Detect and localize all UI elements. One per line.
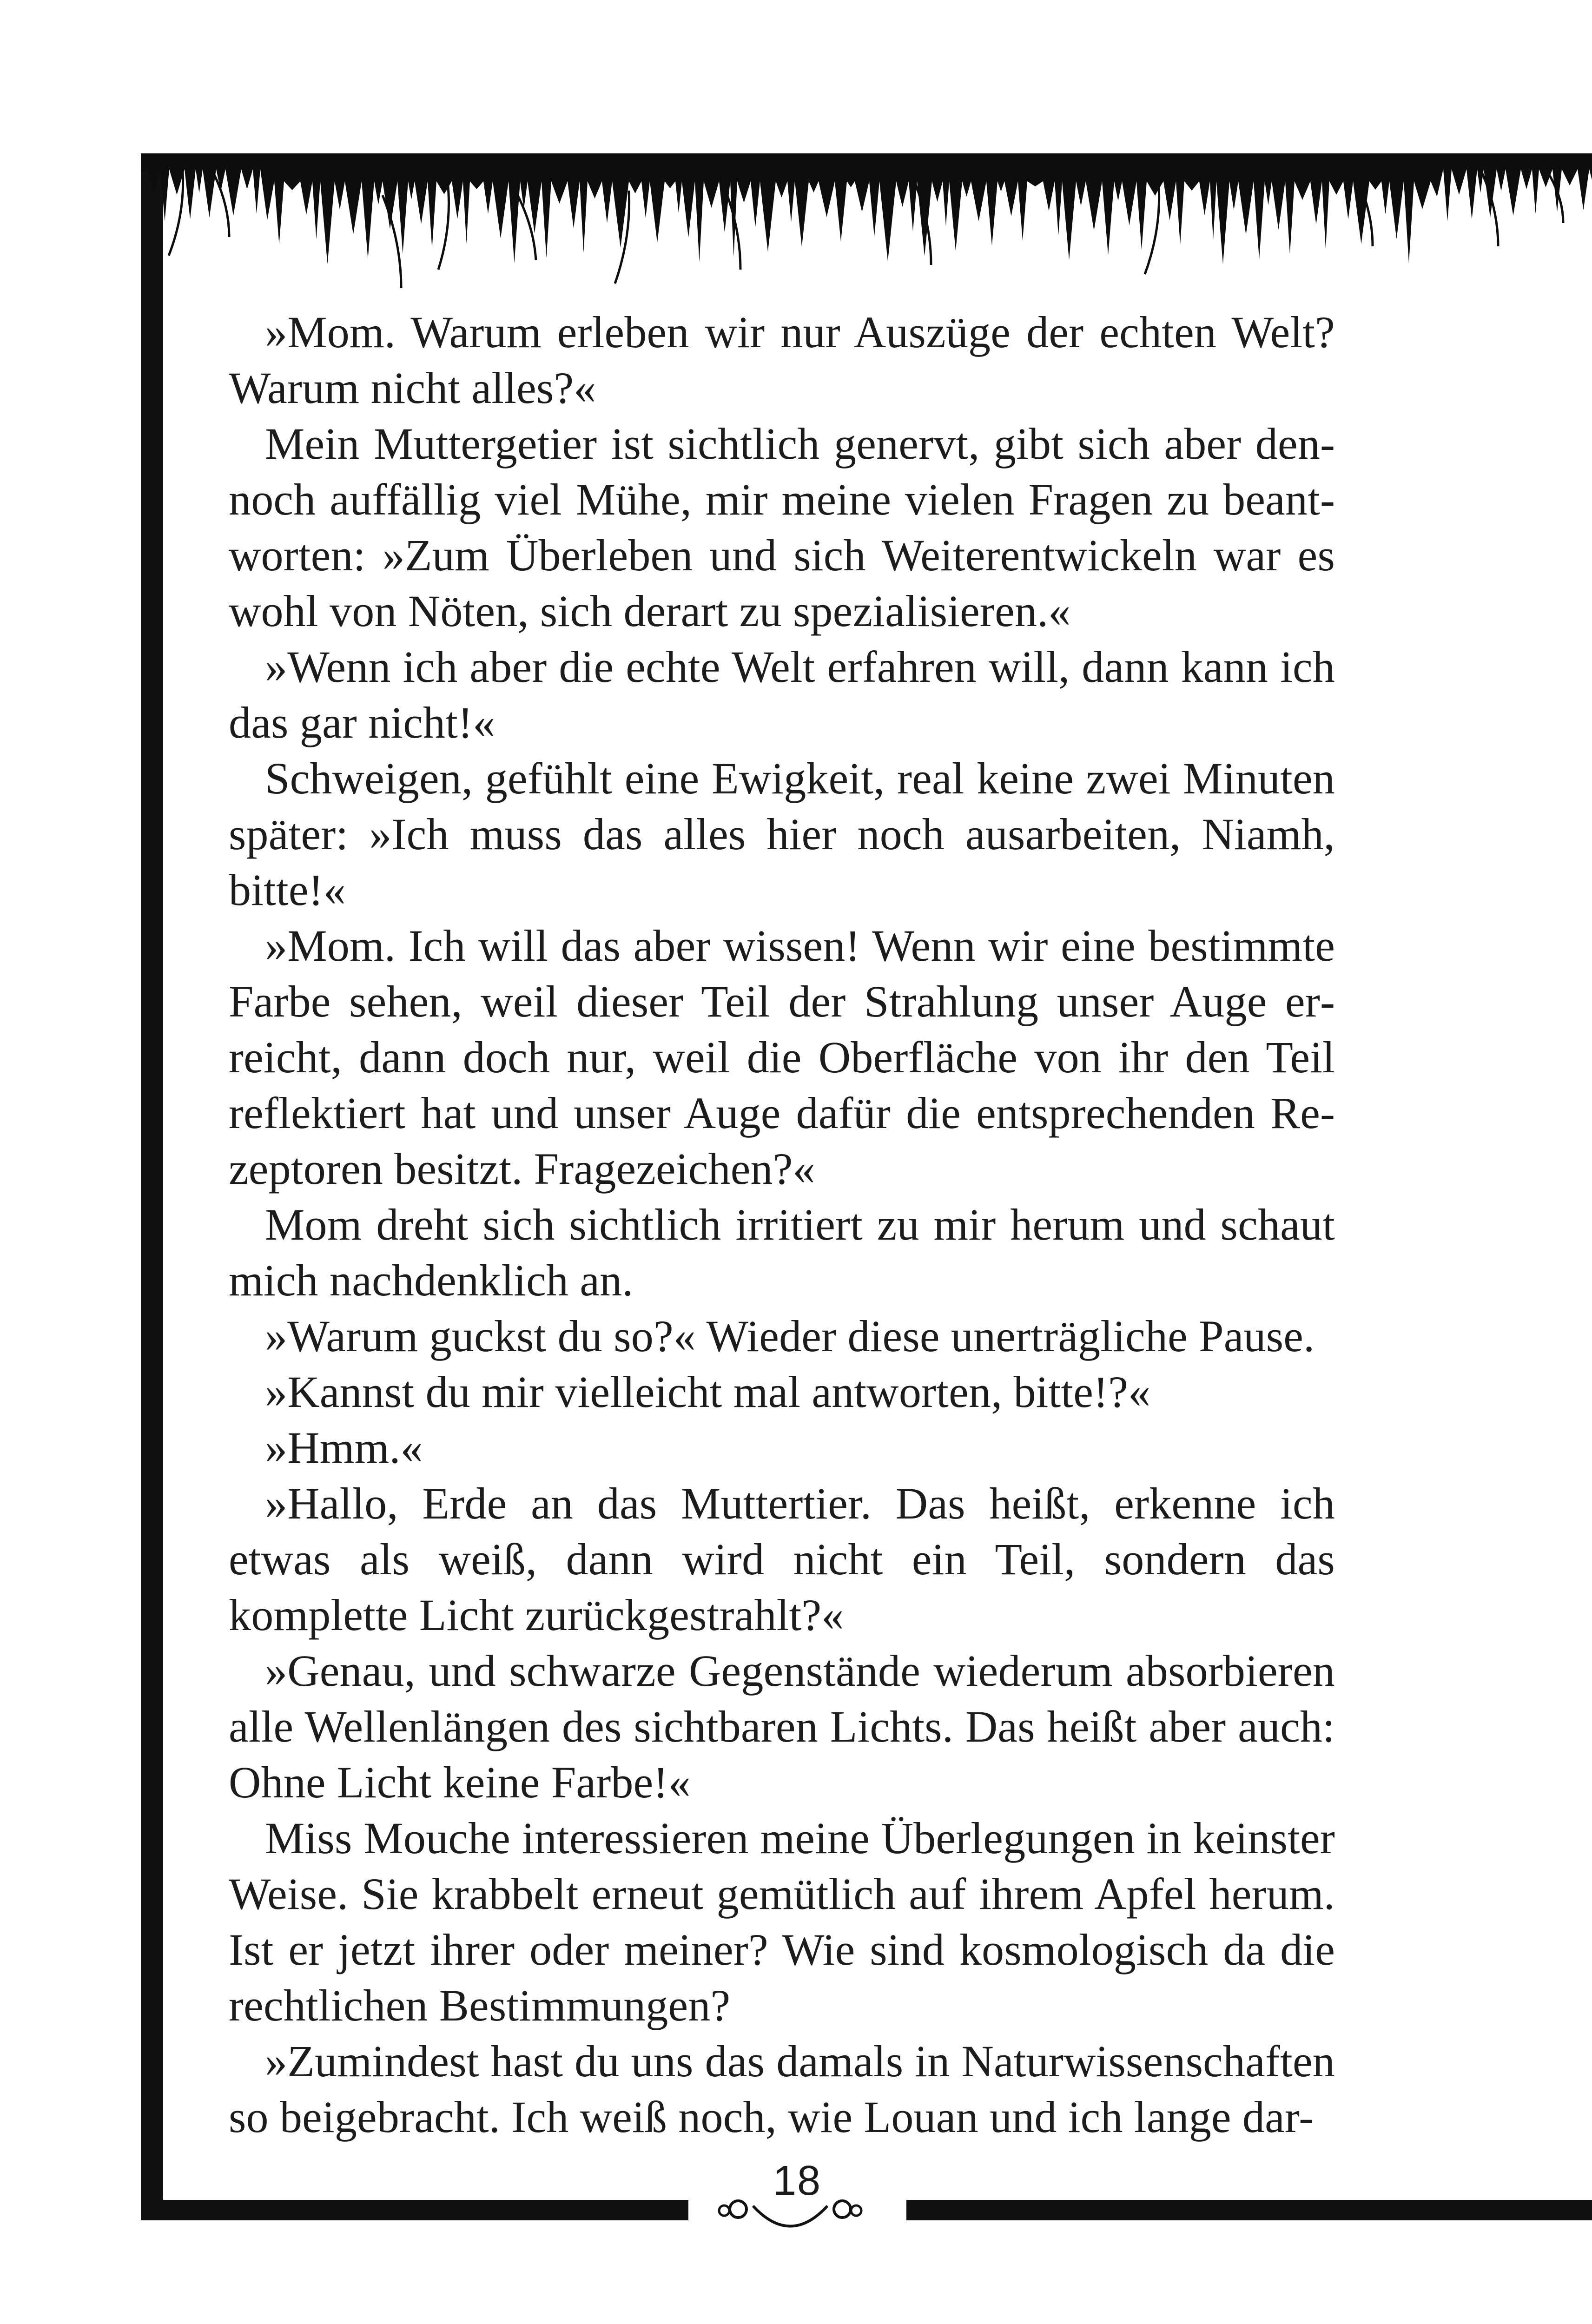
paragraph: »Hallo, Erde an das Muttertier. Das heißt, erkenne ich etwas als weiß, dann wird nicht ein Teil, sondern das komplette Licht zurückgestrahlt?« <box>229 1479 1335 1640</box>
page-number: 18 <box>773 2158 822 2204</box>
footer-bar-right <box>906 2200 1592 2220</box>
paragraph: »Warum guckst du so?« Wieder diese unerträgliche Pause. <box>265 1311 1315 1361</box>
paragraph: »Wenn ich aber die echte Welt erfahren will, dann kann ich das gar nicht!« <box>229 642 1335 747</box>
paragraph: Schweigen, gefühlt eine Ewigkeit, real keine zwei Minuten später: »Ich muss das alles hier noch ausarbeiten, Niamh, bitte!« <box>229 753 1335 915</box>
paragraph: Miss Mouche interessieren meine Überlegungen in keinster Weise. Sie krabbelt erneut gemütlich auf ihrem Apfel herum. Ist er jetzt ihrer oder meiner? Wie sind kosmologisch da die rechtlichen Bestimmungen? <box>229 1813 1335 2030</box>
left-frame-border <box>141 153 163 2220</box>
paragraph: »Zumindest hast du uns das damals in Naturwissenschaften so beigebracht. Ich weiß noch, wie Louan und ich lange dar- <box>229 2036 1335 2142</box>
paragraph: »Mom. Warum erleben wir nur Auszüge der echten Welt? Warum nicht alles?« <box>229 307 1335 413</box>
paragraph: »Mom. Ich will das aber wissen! Wenn wir eine bestimmte Farbe sehen, weil dieser Teil der Strahlung unser Auge erreicht, dann doch nur, weil die Oberfläche von ihr den Teil reflektiert hat und unser Auge dafür die entsprechenden Rezeptoren besitzt. Fragezeichen?« <box>229 921 1335 1194</box>
paragraph: »Genau, und schwarze Gegenstände wiederum absorbieren alle Wellenlängen des sichtbaren Lichts. Das heißt aber auch: Ohne Licht keine Farbe!« <box>229 1646 1335 1807</box>
footer-bar-left <box>141 2200 688 2220</box>
paragraph: »Hmm.« <box>265 1423 423 1472</box>
paragraph: »Kannst du mir vielleicht mal antworten, bitte!?« <box>265 1367 1151 1417</box>
page-body-text <box>229 304 1335 2145</box>
paragraph: Mom dreht sich sichtlich irritiert zu mir herum und schaut mich nachdenklich an. <box>229 1200 1335 1305</box>
forest-silhouette-header <box>141 153 1592 297</box>
paragraph: Mein Muttergetier ist sichtlich genervt, gibt sich aber dennoch auffällig viel Mühe, mir meine vielen Fragen zu beantworten: »Zum Überleben und sich Weiterentwickeln war es wohl von Nöten, sich derart zu spezialisieren.« <box>229 419 1335 636</box>
